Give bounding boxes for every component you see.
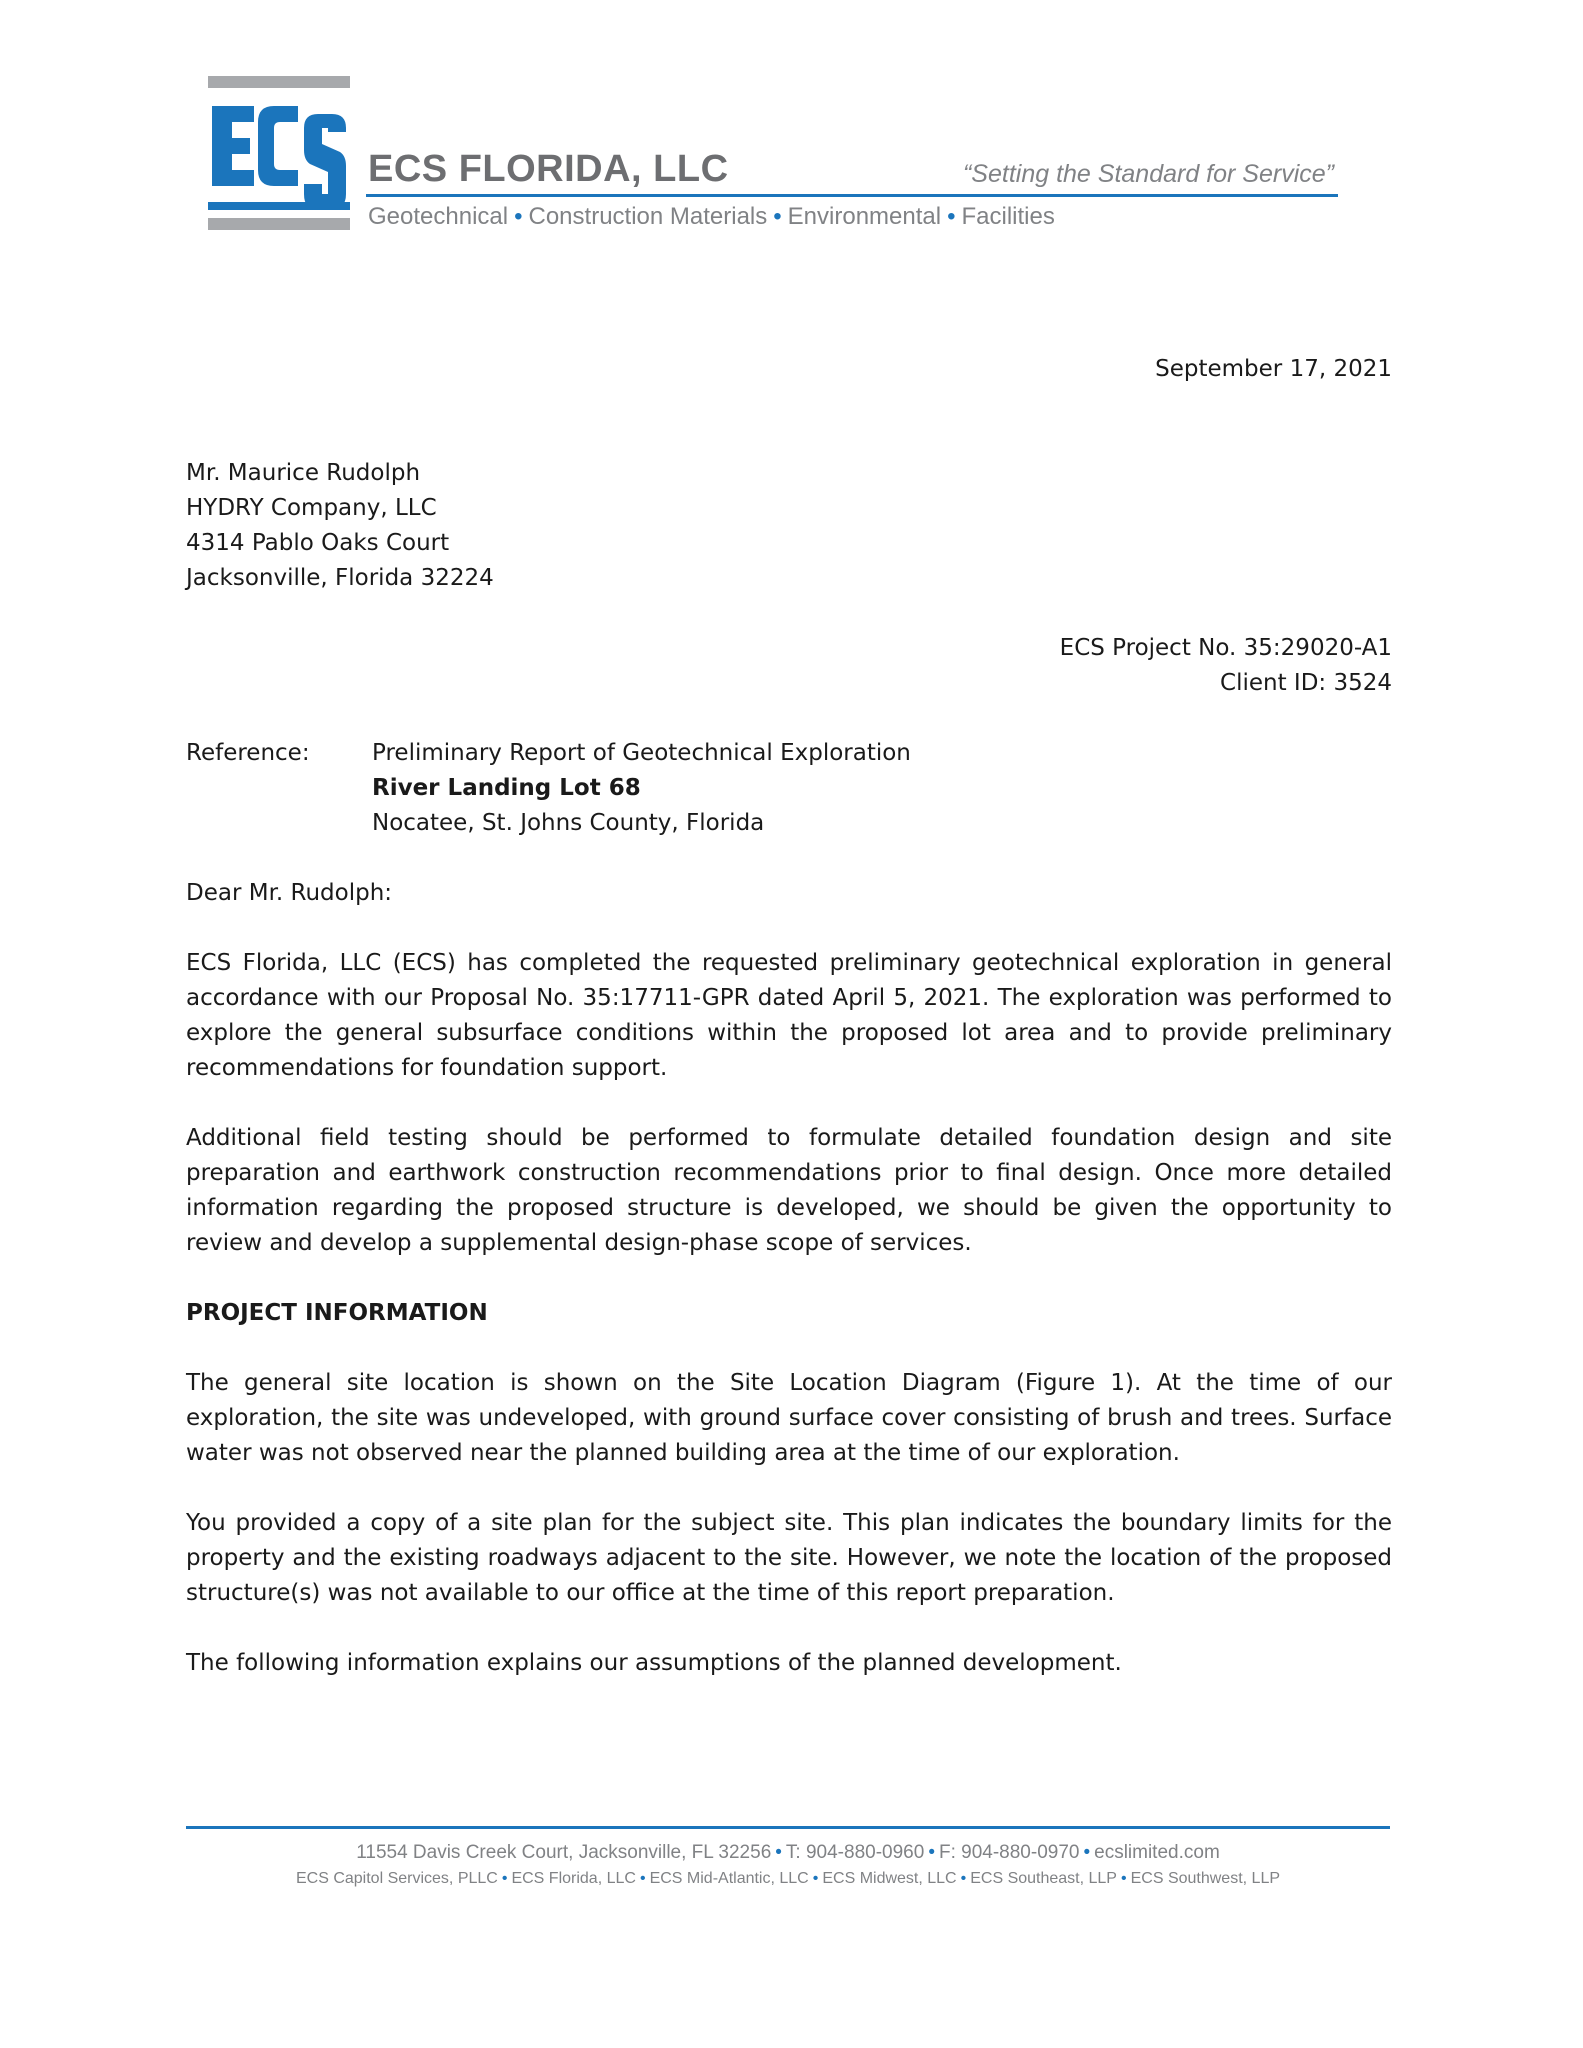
recipient-city: Jacksonville, Florida 32224 xyxy=(186,565,494,591)
bullet-separator: • xyxy=(812,1870,819,1887)
service-item: Construction Materials xyxy=(528,203,768,230)
letter-body xyxy=(186,352,1392,1681)
recipient-company: HYDRY Company, LLC xyxy=(186,495,437,521)
footer-affiliate: ECS Southeast, LLP xyxy=(970,1870,1117,1887)
service-item: Environmental xyxy=(787,203,942,230)
company-name: ECS FLORIDA, LLC xyxy=(368,148,729,190)
footer-affiliate: ECS Southwest, LLP xyxy=(1130,1870,1281,1887)
client-id: Client ID: 3524 xyxy=(1220,670,1392,696)
reference-label: Reference: xyxy=(186,740,310,766)
reference-lines xyxy=(372,736,911,841)
footer-affiliate: ECS Capitol Services, PLLC xyxy=(295,1870,498,1887)
project-number: ECS Project No. 35:29020-A1 xyxy=(1059,635,1392,661)
section-heading: PROJECT INFORMATION xyxy=(186,1300,488,1326)
bullet-separator: • xyxy=(639,1870,646,1887)
body-paragraph: Additional field testing should be performed to formulate detailed foundation design and site preparation and earthwork construction recommendations prior to final design. Once more detailed information regarding the proposed structure is developed, we should be given the opportunity to review and develop a supplemental design-phase scope of services. xyxy=(186,1125,1392,1256)
footer-affiliate: ECS Mid-Atlantic, LLC xyxy=(649,1870,809,1887)
section-paragraph: The following information explains our assumptions of the planned development. xyxy=(186,1650,1122,1676)
reference-project-name: River Landing Lot 68 xyxy=(372,775,641,801)
footer-phone: T: 904-880-0960 xyxy=(785,1842,925,1863)
service-item: Geotechnical xyxy=(368,203,509,230)
bullet-separator: • xyxy=(1083,1842,1091,1863)
footer-website: ecslimited.com xyxy=(1094,1842,1220,1863)
services-line xyxy=(368,203,1055,231)
letter-date: September 17, 2021 xyxy=(1155,356,1392,382)
footer-rule xyxy=(186,1826,1390,1829)
bullet-separator: • xyxy=(1120,1870,1127,1887)
footer-affiliate: ECS Florida, LLC xyxy=(511,1870,636,1887)
ecs-logo xyxy=(208,76,350,230)
section-paragraph: The general site location is shown on the Site Location Diagram (Figure 1). At the time of our exploration, the site was undeveloped, with ground surface cover consisting of brush and trees. Surface water was not observed near the planned building area at the time of our exploration. xyxy=(186,1370,1392,1466)
service-item: Facilities xyxy=(961,203,1055,230)
footer-address: 11554 Davis Creek Court, Jacksonville, FL 32256 xyxy=(356,1842,772,1863)
bullet-separator: • xyxy=(514,203,523,230)
header-rule xyxy=(366,194,1338,197)
footer-fax: F: 904-880-0970 xyxy=(938,1842,1080,1863)
footer-affiliate: ECS Midwest, LLC xyxy=(822,1870,957,1887)
bullet-separator: • xyxy=(928,1842,935,1863)
bullet-separator: • xyxy=(960,1870,967,1887)
reference-block xyxy=(186,736,1392,841)
project-identifiers xyxy=(186,631,1392,701)
footer-affiliates-line xyxy=(186,1870,1390,1888)
reference-title: Preliminary Report of Geotechnical Exploration xyxy=(372,740,911,766)
letterhead xyxy=(208,76,1368,236)
bullet-separator: • xyxy=(775,1842,782,1863)
recipient-street: 4314 Pablo Oaks Court xyxy=(186,530,450,556)
footer-contact-line xyxy=(186,1842,1390,1864)
reference-location: Nocatee, St. Johns County, Florida xyxy=(372,810,765,836)
section-paragraph: You provided a copy of a site plan for the subject site. This plan indicates the boundary limits for the property and the existing roadways adjacent to the site. However, we note the location of the proposed structure(s) was not available to our office at the time of this report preparation. xyxy=(186,1510,1392,1606)
bullet-separator: • xyxy=(947,203,956,230)
recipient-name: Mr. Maurice Rudolph xyxy=(186,460,421,486)
bullet-separator: • xyxy=(773,203,782,230)
recipient-address xyxy=(186,456,1392,596)
body-paragraph: ECS Florida, LLC (ECS) has completed the requested preliminary geotechnical exploration in general accordance with our Proposal No. 35:17711-GPR dated April 5, 2021. The exploration was performed to explore the general subsurface conditions within the proposed lot area and to provide preliminary recommendations for foundation support. xyxy=(186,950,1392,1081)
salutation: Dear Mr. Rudolph: xyxy=(186,880,393,906)
bullet-separator: • xyxy=(501,1870,508,1887)
tagline: “Setting the Standard for Service” xyxy=(962,160,1334,188)
